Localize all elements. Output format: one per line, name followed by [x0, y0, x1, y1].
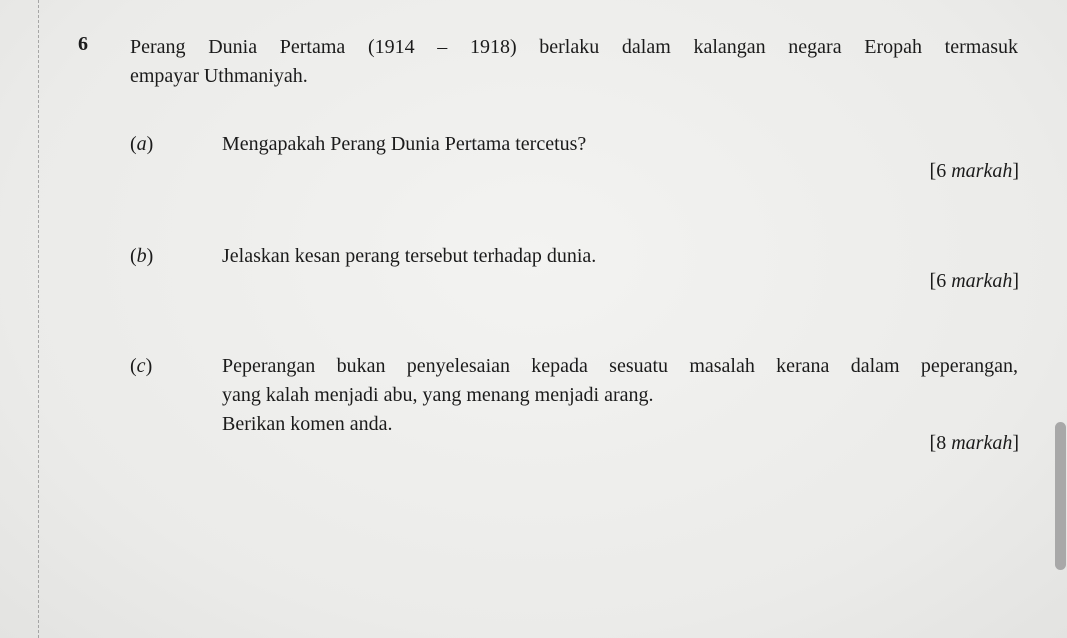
part-a-line-1: Mengapakah Perang Dunia Pertama tercetus? [222, 133, 587, 155]
part-c-line-1: Peperangan bukan penyelesaian kepada sesuatu masalah kerana dalam peperangan, [222, 355, 1018, 377]
part-a-letter: a [136, 133, 147, 155]
question-number: 6 [78, 33, 88, 55]
part-c-text [222, 352, 1018, 439]
part-a-marks: [6 markah] [929, 160, 1019, 182]
part-b-line-1: Jelaskan kesan perang tersebut terhadap dunia. [222, 245, 597, 267]
part-b-letter: b [136, 245, 147, 267]
part-b-label: (b) [130, 245, 154, 267]
part-c-marks: [8 markah] [929, 432, 1019, 454]
question-text [130, 33, 1018, 91]
part-c-letter: c [136, 355, 146, 377]
part-c-label: (c) [130, 355, 153, 377]
part-a-text [222, 130, 586, 159]
part-b-marks: [6 markah] [929, 270, 1019, 292]
part-a-label: (a) [130, 133, 154, 155]
part-b-text [222, 242, 596, 271]
margin-line [38, 0, 39, 638]
part-c-line-2: yang kalah menjadi abu, yang menang menjadi arang. [222, 384, 654, 406]
question-line-2: empayar Uthmaniyah. [130, 65, 308, 87]
scrollbar-thumb[interactable] [1055, 422, 1066, 570]
part-c-line-3: Berikan komen anda. [222, 413, 393, 435]
question-line-1: Perang Dunia Pertama (1914 – 1918) berlaku dalam kalangan negara Eropah termasuk [130, 36, 1018, 58]
